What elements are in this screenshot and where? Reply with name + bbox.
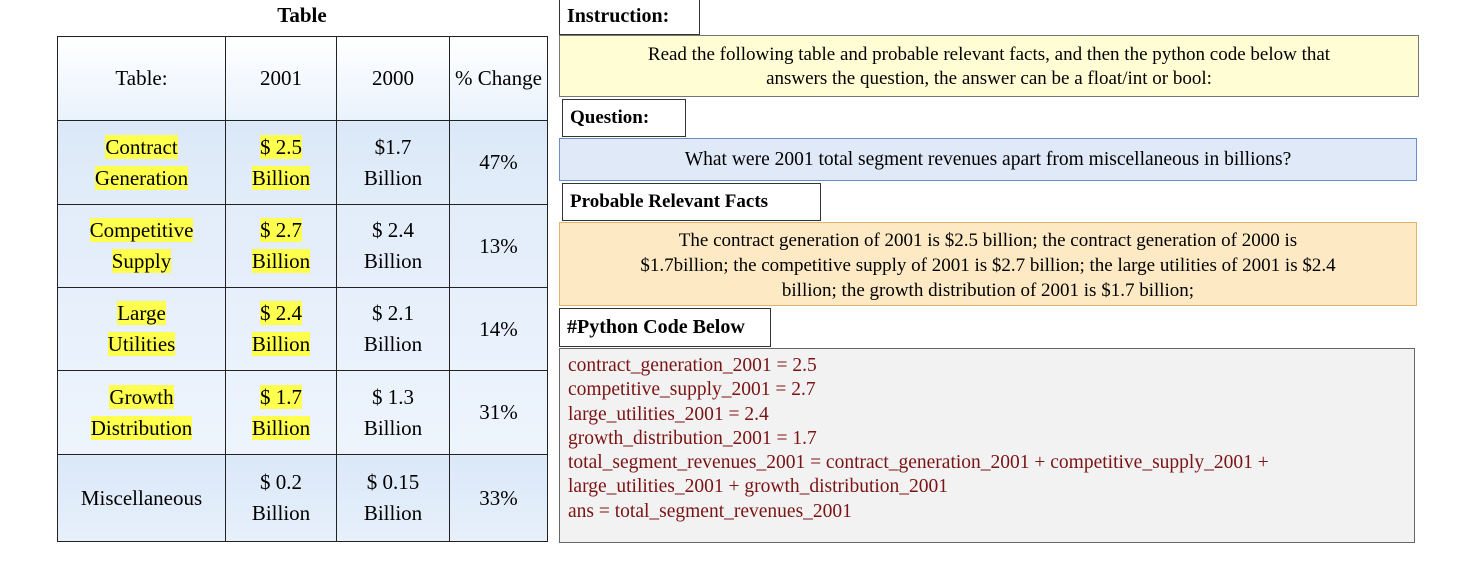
- value-2001-amount: $ 0.2: [260, 470, 302, 494]
- value-2000-cell: [337, 371, 450, 455]
- value-2000-amount: $ 1.3: [372, 384, 414, 409]
- code-line: large_utilities_2001 = 2.4: [568, 403, 769, 425]
- row-label-line: Competitive: [89, 218, 194, 242]
- value-2000-unit: Billion: [363, 332, 423, 356]
- value-2001-amount: $ 1.7: [260, 384, 302, 409]
- value-2000-amount: $ 2.1: [372, 301, 414, 325]
- facts-line: The contract generation of 2001 is $2.5 billion; the contract generation of 2000 is: [678, 230, 1298, 251]
- facts-line: $1.7billion; the competitive supply of 2001 is $2.7 billion; the large utilities of 2001 is $2.4: [640, 255, 1336, 276]
- instruction-line: answers the question, the answer can be a float/int or bool:: [766, 68, 1212, 89]
- code-line: large_utilities_2001 + growth_distribution_2001: [568, 476, 949, 498]
- code-label: #Python Code Below: [559, 308, 771, 347]
- code-line: growth_distribution_2001 = 1.7: [568, 427, 817, 449]
- value-2000-cell: [337, 205, 450, 288]
- row-label-line: Distribution: [90, 415, 193, 440]
- row-label-cell: [58, 121, 226, 205]
- value-2001-unit: Billion: [251, 249, 311, 273]
- change-cell: 33%: [450, 455, 548, 542]
- value-2000-cell: [337, 288, 450, 371]
- value-2001-cell: [226, 121, 337, 205]
- table-caption: Table: [277, 3, 327, 27]
- table-row: [58, 121, 548, 205]
- row-label-line: Utilities: [107, 332, 176, 356]
- code-box: [559, 348, 1415, 543]
- instruction-line: Read the following table and probable relevant facts, and then the python code below that: [647, 44, 1331, 65]
- instruction-box: [559, 35, 1419, 97]
- table-row: [58, 205, 548, 288]
- table-row: [58, 371, 548, 455]
- question-label: Question:: [562, 99, 686, 137]
- value-2000-amount: $ 0.15: [366, 470, 420, 494]
- facts-label: Probable Relevant Facts: [562, 183, 821, 221]
- table-row: [58, 288, 548, 371]
- value-2000-amount: $ 2.4: [372, 218, 414, 242]
- header-cell-change: % Change: [450, 37, 548, 121]
- change-cell: 13%: [450, 205, 548, 288]
- code-line: competitive_supply_2001 = 2.7: [568, 379, 816, 401]
- value-2000-cell: [337, 455, 450, 542]
- row-label-line: Contract: [105, 134, 178, 159]
- value-2001-amount: $ 2.7: [260, 218, 302, 242]
- value-2001-unit: Billion: [251, 165, 311, 190]
- value-2000-unit: Billion: [363, 165, 423, 190]
- value-2000-amount: $1.7: [374, 134, 412, 159]
- row-label-cell: [58, 288, 226, 371]
- change-cell: 47%: [450, 121, 548, 205]
- row-label-line: Large: [117, 301, 166, 325]
- code-line: total_segment_revenues_2001 = contract_generation_2001 + competitive_supply_2001 +: [568, 452, 1269, 474]
- value-2000-cell: [337, 121, 450, 205]
- value-2001-cell: [226, 288, 337, 371]
- instruction-label: Instruction:: [559, 0, 700, 35]
- facts-line: billion; the growth distribution of 2001 is $1.7 billion;: [781, 280, 1195, 301]
- value-2001-amount: $ 2.5: [260, 134, 302, 159]
- row-label-cell: [58, 371, 226, 455]
- value-2001-unit: Billion: [251, 501, 311, 525]
- header-cell-table: Table:: [58, 37, 226, 121]
- facts-box: [559, 222, 1417, 306]
- change-cell: 31%: [450, 371, 548, 455]
- data-table: [57, 36, 548, 542]
- code-line: contract_generation_2001 = 2.5: [568, 355, 817, 376]
- code-line: ans = total_segment_revenues_2001: [568, 500, 852, 522]
- value-2001-unit: Billion: [251, 332, 311, 356]
- value-2001-cell: [226, 455, 337, 542]
- value-2000-unit: Billion: [363, 249, 423, 273]
- table-row: [58, 455, 548, 542]
- value-2000-unit: Billion: [363, 415, 423, 440]
- question-box: What were 2001 total segment revenues apart from miscellaneous in billions?: [559, 138, 1417, 181]
- value-2001-cell: [226, 371, 337, 455]
- row-label-line: Generation: [94, 165, 189, 190]
- row-label-line: Growth: [109, 384, 174, 409]
- change-cell: 14%: [450, 288, 548, 371]
- header-cell-2000: 2000: [337, 37, 450, 121]
- row-label-cell: [58, 205, 226, 288]
- value-2001-cell: [226, 205, 337, 288]
- value-2001-unit: Billion: [251, 415, 311, 440]
- table-header-row: [58, 37, 548, 121]
- value-2000-unit: Billion: [363, 501, 423, 525]
- value-2001-amount: $ 2.4: [260, 301, 302, 325]
- header-cell-2001: 2001: [226, 37, 337, 121]
- row-label-cell: Miscellaneous: [58, 455, 226, 542]
- row-label-line: Supply: [111, 249, 172, 273]
